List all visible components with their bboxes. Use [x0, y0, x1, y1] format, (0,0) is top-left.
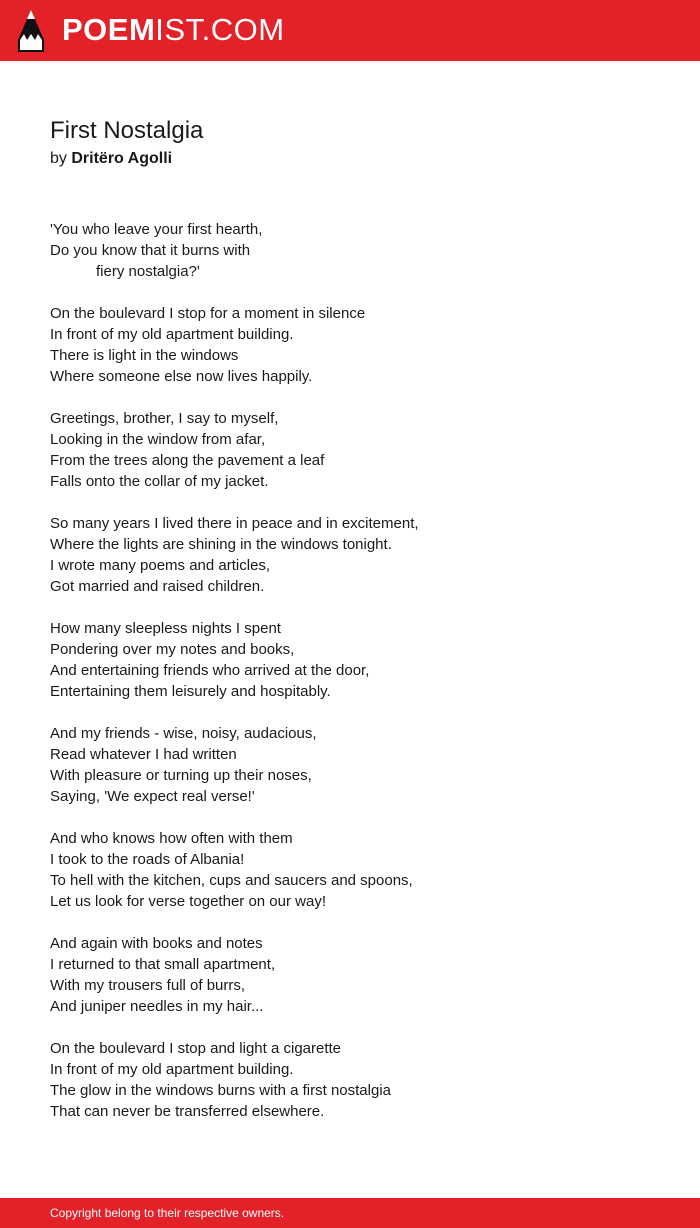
poem-line: On the boulevard I stop for a moment in silence — [50, 305, 366, 322]
poem-stanza — [50, 618, 670, 702]
poem-stanza — [50, 828, 670, 912]
poem-line: And my friends - wise, noisy, audacious, — [50, 725, 317, 742]
poem-line: In front of my old apartment building. — [50, 326, 294, 343]
poem-title: First Nostalgia — [50, 117, 204, 144]
poem-line: Looking in the window from afar, — [50, 431, 266, 448]
author-name: Dritëro Agolli — [71, 150, 173, 167]
poem-line: fiery nostalgia?' — [96, 263, 200, 280]
poem-line: Saying, 'We expect real verse!' — [50, 788, 255, 805]
poem-line: Read whatever I had written — [50, 746, 237, 763]
poem-line: Where someone else now lives happily. — [50, 368, 313, 385]
poem-line: I took to the roads of Albania! — [50, 851, 245, 868]
poem-line: From the trees along the pavement a leaf — [50, 452, 325, 469]
poem-line: How many sleepless nights I spent — [50, 620, 281, 637]
poem-line: I returned to that small apartment, — [50, 956, 276, 973]
poem-line: The glow in the windows burns with a first nostalgia — [50, 1082, 392, 1099]
site-header — [0, 0, 700, 61]
byline — [50, 148, 172, 170]
poem-line: To hell with the kitchen, cups and saucers and spoons, — [50, 872, 413, 889]
poem-line: So many years I lived there in peace and in excitement, — [50, 515, 419, 532]
poem-line: Do you know that it burns with — [50, 242, 251, 259]
poem-line: With my trousers full of burrs, — [50, 977, 246, 994]
poem-line: There is light in the windows — [50, 347, 239, 364]
poem-stanza — [50, 933, 670, 1017]
poem-line: 'You who leave your first hearth, — [50, 221, 263, 238]
poem-stanza — [50, 408, 670, 492]
poem-line: On the boulevard I stop and light a cigarette — [50, 1040, 342, 1057]
poem-line: Falls onto the collar of my jacket. — [50, 473, 269, 490]
poem-line: With pleasure or turning up their noses, — [50, 767, 312, 784]
poem-line: Got married and raised children. — [50, 578, 265, 595]
poem-stanza — [50, 219, 670, 282]
pencil-tip-icon[interactable] — [18, 10, 44, 52]
poem-line: Pondering over my notes and books, — [50, 641, 295, 658]
poem-stanza — [50, 723, 670, 807]
poem-line: I wrote many poems and articles, — [50, 557, 271, 574]
poem-line: And juniper needles in my hair... — [50, 998, 264, 1015]
site-logo[interactable] — [62, 12, 285, 48]
poem-line: And who knows how often with them — [50, 830, 293, 847]
poem-line: Greetings, brother, I say to myself, — [50, 410, 279, 427]
poem-body — [50, 219, 670, 1143]
poem-line: In front of my old apartment building. — [50, 1061, 294, 1078]
poem-line: And again with books and notes — [50, 935, 263, 952]
poem-line: Where the lights are shining in the windows tonight. — [50, 536, 392, 553]
poem-line: And entertaining friends who arrived at the door, — [50, 662, 370, 679]
poem-stanza — [50, 303, 670, 387]
poem-line: Let us look for verse together on our way! — [50, 893, 326, 910]
copyright-notice: Copyright belong to their respective owners. — [50, 1206, 285, 1220]
site-footer — [0, 1198, 700, 1228]
logo-light-text: IST.COM — [155, 12, 285, 47]
poem-stanza — [50, 1038, 670, 1122]
poem-line: That can never be transferred elsewhere. — [50, 1103, 325, 1120]
logo-bold-text: POEM — [62, 12, 156, 47]
poem-line: Entertaining them leisurely and hospitably. — [50, 683, 331, 700]
by-label: by — [50, 150, 67, 167]
poem-stanza — [50, 513, 670, 597]
